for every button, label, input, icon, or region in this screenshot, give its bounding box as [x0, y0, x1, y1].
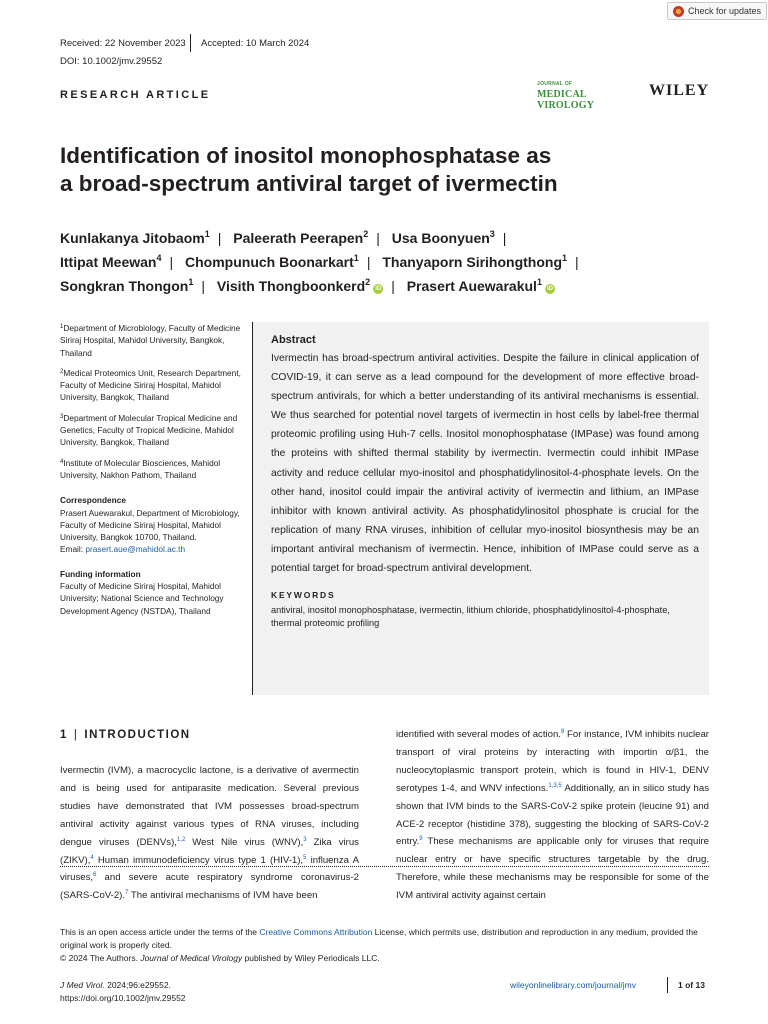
citation-link[interactable]: 5	[303, 854, 307, 861]
affiliation: $^2$Medical Proteomics Unit, Research Department, Faculty of Medicine Siriraj Hospital, Mahidol University, Bangkok, Thailand	[60, 367, 241, 403]
section-heading: 1 | INTRODUCTION	[60, 729, 191, 741]
accepted-date: Accepted: 10 March 2024	[201, 38, 310, 49]
author-name[interactable]: Ittipat Meewan	[60, 254, 157, 270]
author-name[interactable]: Prasert Auewarakul	[406, 278, 537, 294]
author-name[interactable]: Paleerath Peerapen	[233, 230, 364, 246]
abstract-box	[252, 322, 709, 695]
author-name[interactable]: Songkran Thongon	[60, 278, 189, 294]
citation-link[interactable]: 6	[93, 872, 97, 879]
publisher-logo: WILEY	[649, 82, 710, 99]
orcid-icon[interactable]: iD	[375, 286, 382, 292]
funding-heading: Funding information	[60, 568, 141, 579]
funding-text: Faculty of Medicine Siriraj Hospital, Mahidol University; National Science and Technology Development Agency (NSTDA), Thailand	[60, 581, 224, 616]
article-title: Identification of inositol monophosphatase as a broad-spectrum antiviral target of ivermectin	[60, 143, 558, 196]
check-for-updates-label: Check for updates	[688, 6, 762, 16]
crossmark-icon	[673, 6, 684, 17]
affiliations-column	[60, 322, 246, 625]
page-number: 1 of 13	[678, 980, 705, 990]
citation-link[interactable]: 9	[419, 836, 423, 843]
author-name[interactable]: Chompunuch Boonarkart	[185, 254, 354, 270]
journal-logo: JOURNAL OF MEDICAL VIROLOGY	[537, 81, 595, 111]
doi-line: DOI: 10.1002/jmv.29552	[60, 56, 163, 67]
citation-link[interactable]: 7	[125, 890, 129, 897]
citation-link[interactable]: 4	[90, 854, 94, 861]
author-name[interactable]: Kunlakanya Jitobaom	[60, 230, 205, 246]
meta-divider	[190, 34, 191, 52]
keywords-text: antiviral, inositol monophosphatase, ivermectin, lithium chloride, phosphatidylinositol-4-phosphate, thermal proteomic profiling	[271, 605, 670, 628]
check-for-updates-button[interactable]	[667, 2, 767, 20]
affiliation: $^4$Institute of Molecular Biosciences, Mahidol University, Nakhon Pathom, Thailand	[60, 457, 221, 480]
correspondence-text: Prasert Auewarakul, Department of Microbiology, Faculty of Medicine Siriraj Hospital, Mahidol University, Bangkok 10700, Thailand.	[60, 507, 240, 543]
article-type: RESEARCH ARTICLE	[60, 89, 211, 101]
citation-link[interactable]: 3	[303, 836, 307, 843]
journal-site-link[interactable]: wileyonlinelibrary.com/journal/jmv	[510, 980, 636, 990]
keywords-heading: KEYWORDS	[271, 590, 336, 601]
email-link[interactable]: prasert.aue@mahidol.ac.th	[85, 544, 186, 555]
abstract-heading: Abstract	[271, 334, 316, 346]
correspondence-heading: Correspondence	[60, 495, 126, 506]
author-list: Kunlakanya Jitobaom$^1$ | Paleerath Peerapen$^2$ | Usa Boonyuen$^3$ | Ittipat Meewan$^4$ | Chompunuch Boonarkart$^1$ | Thanyaporn Sirihongthong$^1$ | Songkran Thongon$^1$ | Visith Thongboonkerd$^2$iD | Prasert Auewarakul$^1$iD	[60, 229, 579, 294]
citation-link[interactable]: 8	[560, 729, 565, 735]
cc-license-link[interactable]: Creative Commons Attribution	[259, 927, 373, 937]
license-notice: This is an open access article under the terms of the Creative Commons Attribution License, which permits use, distribution and reproduction in any medium, provided the original work is properly cited. © 2024 The Authors. Journal of Medical Virology published by Wiley Periodicals LLC.	[60, 927, 698, 963]
doi-url[interactable]: https://doi.org/10.1002/jmv.29552	[60, 993, 186, 1003]
body-column-left: Ivermectin (IVM), a macrocyclic lactone, is a derivative of avermectin and is being used for antiparasite medication. Several previous studies have demonstrated that IVM possesses broad-spectrum antiviral activity against various types of RNA viruses, including dengue viruses (DENVs),$^{1,2}$ West Nile virus (WNV),$^3$ Zika virus (ZIKV),$^4$ Human immunodeficiency virus type 1 (HIV-1),$^5$ influenza A viruses,$^6$ and severe acute respiratory syndrome coronavirus-2 (SARS-CoV-2).$^7$ The antiviral mechanisms of IVM have been	[60, 765, 359, 902]
citation-link[interactable]: 1,2	[176, 836, 186, 843]
abstract-text: Ivermectin has broad-spectrum antiviral activities. Despite the failure in clinical application of COVID-19, it can serve as a lead compound for the development of more effective broad-spectrum antivirals, for which a better understanding of its antiviral mechanisms is essential. We thus searched for potential novel targets of ivermectin in host cells by label-free thermal proteomic profiling using Huh-7 cells. Inositol monophosphatase (IMPase) was found among the proteins with shifted thermal stability by ivermectin. Ivermectin could inhibit IMPase activity and reduce cellular myo-inositol and phosphatidylinositol-4-phosphate levels. On the other hand, inositol could impair the antiviral activity of ivermectin and lithium, an IMPase inhibitor with known antiviral activity. As phosphatidylinositol phosphate is crucial for the replication of many RNA viruses, inhibition of cellular myo-inositol biosynthesis may be an important antiviral mechanism of ivermectin. Hence, inhibition of IMPase could serve as a potential target for broad-spectrum antiviral development.	[271, 353, 699, 575]
body-column-right: identified with several modes of action.$^8$ For instance, IVM inhibits nuclear transport of viral proteins by interacting with importin α/β1, the nucleocytoplasmic transport protein, which is found in HIV-1, DENV serotypes 1-4, and WNV infections.$^{1,3,5}$ Additionally, an in silico study has shown that IVM binds to the SARS-CoV-2 spike protein (leucine 91) and ACE-2 receptor (histidine 378), suggesting the blocking of SARS-CoV-2 entry.$^9$ These mechanisms are applicable only for viruses that require nuclear entry or have specific structures targetable by the drug. Therefore, while these mechanisms may be responsible for some of the IVM antiviral activity against certain	[396, 729, 709, 902]
footer-citation: J Med Virol. 2024;96:e29552. https://doi.org/10.1002/jmv.29552	[60, 980, 186, 1003]
author-name[interactable]: Thanyaporn Sirihongthong	[382, 254, 562, 270]
correspondence-email: Email: prasert.aue@mahidol.ac.th	[60, 544, 186, 555]
received-date: Received: 22 November 2023	[60, 38, 186, 49]
author-name[interactable]: Usa Boonyuen	[391, 230, 490, 246]
orcid-icon[interactable]: iD	[546, 286, 553, 292]
footer-divider	[667, 977, 668, 993]
affiliation: $^1$Department of Microbiology, Faculty of Medicine Siriraj Hospital, Mahidol University, Bangkok, Thailand	[60, 323, 241, 358]
footnote-divider	[60, 866, 709, 867]
citation-link[interactable]: 1,3,5	[548, 782, 562, 789]
author-name[interactable]: Visith Thongboonkerd	[216, 278, 366, 294]
affiliation: $^3$Department of Molecular Tropical Medicine and Genetics, Faculty of Tropical Medicine, Mahidol University, Bangkok, Thailand	[60, 412, 238, 448]
